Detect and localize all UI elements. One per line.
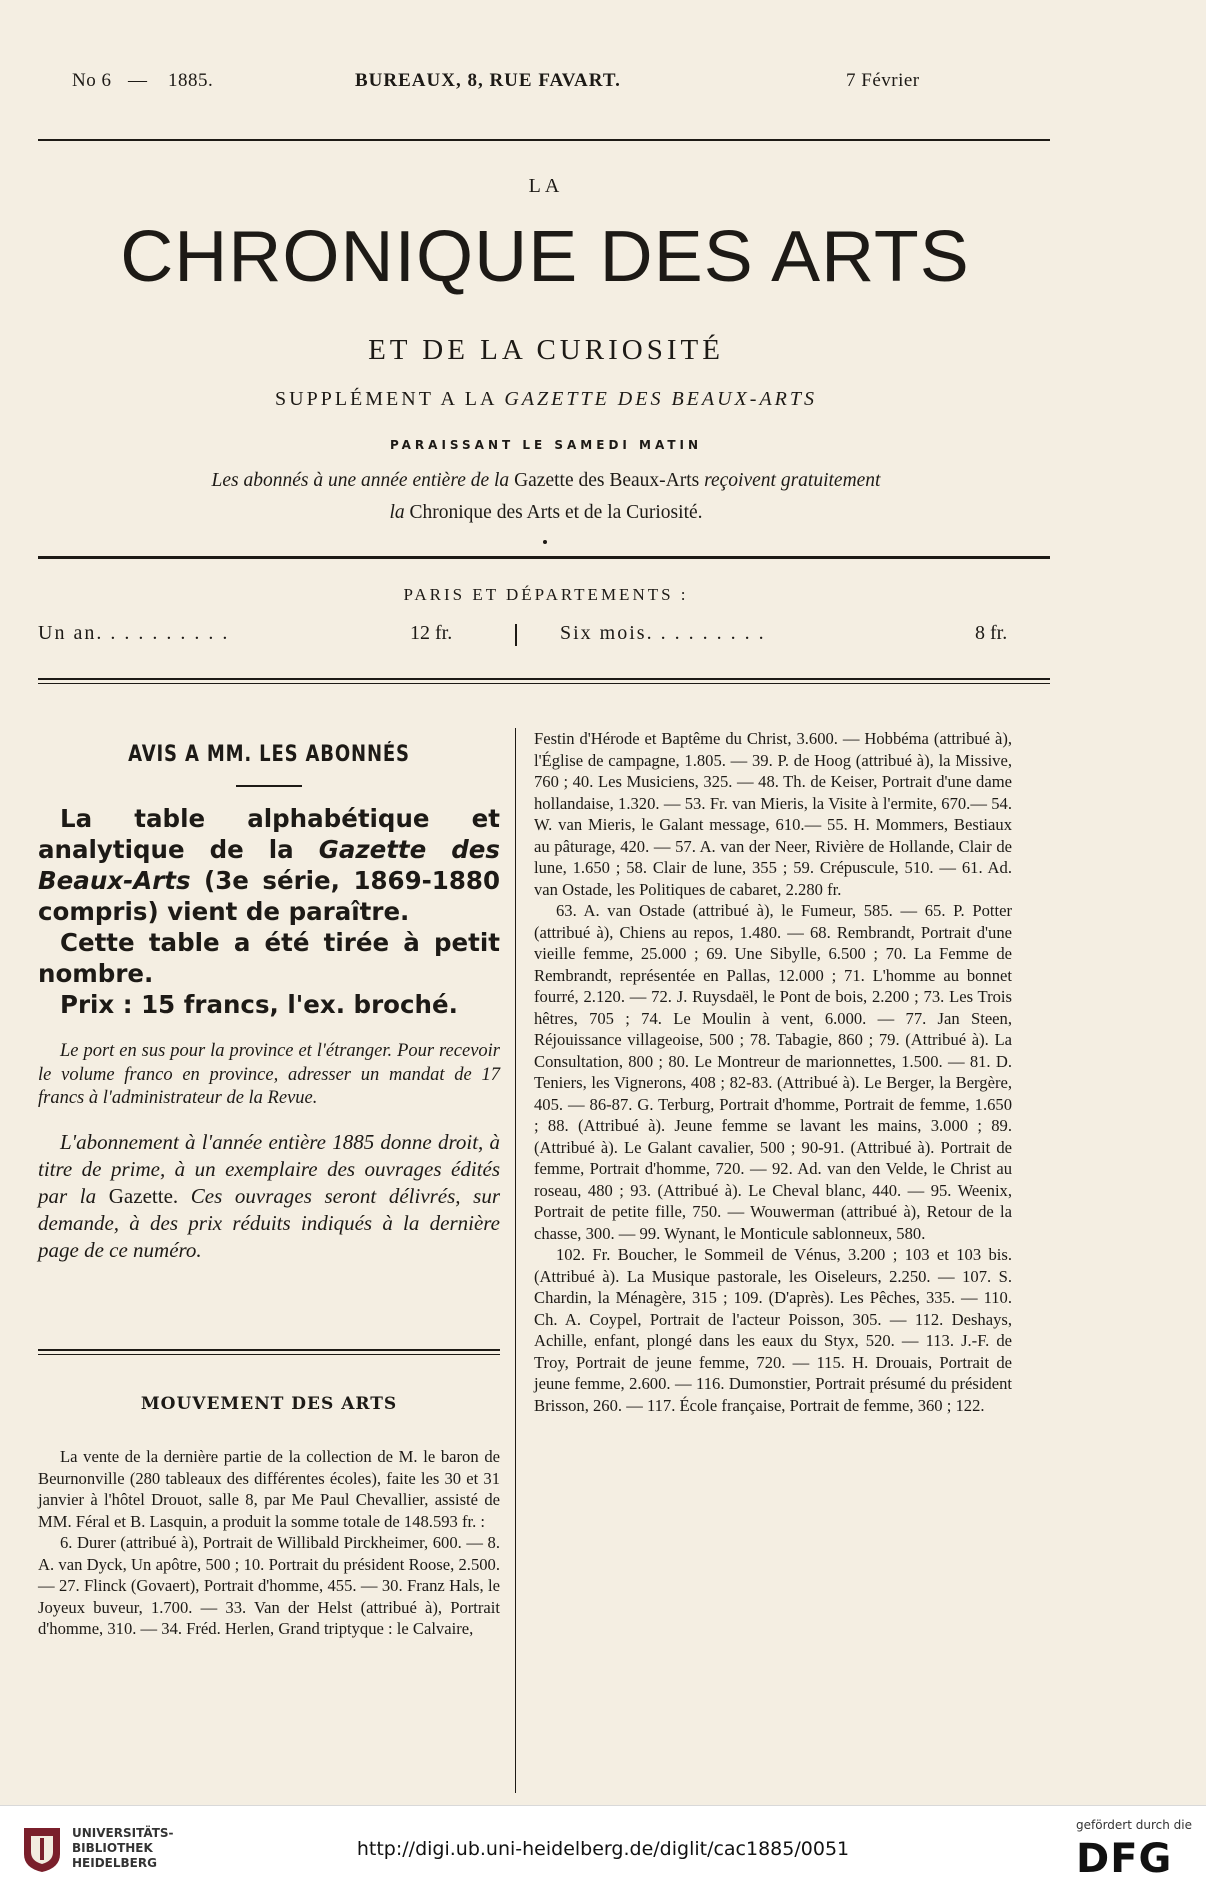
notice-text: reçoivent gratuitement <box>704 470 881 491</box>
library-line: UNIVERSITÄTS- <box>72 1826 174 1840</box>
avis-note-subscription <box>38 1129 500 1264</box>
masthead-title: CHRONIQUE DES ARTS <box>120 217 970 297</box>
masthead-schedule: PARAISSANT LE SAMEDI MATIN <box>389 438 703 452</box>
avis-text: (3e série, 1869-1880 compris) vient de paraître. <box>38 866 500 926</box>
left-column-rule-top <box>38 1349 500 1351</box>
funding-label: gefördert durch die <box>1076 1818 1192 1832</box>
masthead-supplement <box>0 388 1092 411</box>
dfg-logo: DFG <box>1076 1836 1173 1882</box>
mouvement-body <box>38 1446 500 1640</box>
digitization-footer <box>0 1805 1206 1896</box>
masthead-la: LA <box>528 175 564 197</box>
avis-gazette-title: Gazette des Beaux-Arts <box>38 835 501 895</box>
note-gazette: Gazette. <box>108 1183 179 1208</box>
subscription-half-price: 8 fr. <box>975 622 1008 644</box>
mouvement-para-1: La vente de la dernière partie de la collection de M. le baron de Beurnonville (280 tableaux des différentes écoles), faite les 30 et 31 janvier à l'hôtel Drouot, salle 8, par Me Paul Chevallier, assisté de MM. Féral et B. Lasquin, a produit la somme totale de 148.593 fr. : <box>38 1447 500 1531</box>
sale-results-column <box>534 728 1012 1416</box>
sale-results-para-1: Festin d'Hérode et Baptême du Christ, 3.600. — Hobbéma (attribué à), l'Église de campagne, 1.805. — 39. P. de Hoog (attribué à), la Missive, 760 ; 40. Les Musiciens, 325. — 48. Th. de Keiser, Portrait d'une dame hollandaise, 1.320. — 53. Fr. van Mieris, la Visite à l'ermite, 670.— 54. W. van Mieris, le Galant message, 610.— 55. H. Mommers, Bestiaux au pâturage, 420. — 57. A. van der Neer, Rivière de Hollande, Clair de lune, 1.650 ; 58. Clair de lune, 355 ; 59. Crépuscule, 510. — 61. Ad. van Ostade, les Politiques de cabaret, 2.280 fr. <box>534 729 1012 899</box>
header-rule <box>38 139 1050 141</box>
subscription-heading: PARIS ET DÉPARTEMENTS : <box>403 585 689 604</box>
note-text: L'abonnement à l'année entière 1885 donne droit, à titre de prime, à un exemplaire des ouvrages édités par la <box>38 1129 500 1208</box>
sale-results-para-2: 63. A. van Ostade (attribué à), le Fumeur, 585. — 65. P. Potter (attribué à), Chiens au repos, 1.480. — 68. Rembrandt, Portrait d'une vieille femme, 25.000 ; 69. Une Sibylle, 6.500 ; 70. La Femme de Rembrandt, représentée en Pallas, 12.000 ; 71. L'homme au bonnet fourré, 2.120. — 72. J. Ruysdaël, le Pont de bois, 2.200 ; 73. Les Trois hêtres, 705 ; 74. Le Moulin à vent, 6.000. — 77. Jan Steen, Réjouissance villageoise, 500 ; 78. Tabagie, 860 ; 79. (Attribué à). La Consultation, 800 ; 80. Le Montreur de marionnettes, 1.500. — 81. D. Teniers, les Vignerons, 408 ; 82-83. (Attribué à). Le Berger, la Bergère, 405. — 86-87. G. Terburg, Portrait d'homme, Portrait de femme, 1.650 ; 88. (Attribué à). Jeune femme se lavant les mains, 3.000 ; 89. (Attribué à). Le Galant cavalier, 500 ; 90-91. (Attribué à). Portrait de femme, Portrait d'homme, 720. — 92. Ad. van den Velde, le Christ au roseau, 480 ; 93. (Attribué à). Le Cheval blanc, 440. — 95. Weenix, Portrait de petite fille, 750. — Wouwerman (attribué à), Retour de la chasse, 300. — 99. Wynant, le Monticule sablonneux, 580. <box>534 901 1012 1243</box>
ornament-dot <box>543 540 547 544</box>
source-url[interactable]: http://digi.ub.uni-heidelberg.de/diglit/cac1885/0051 <box>356 1838 850 1860</box>
masthead-subtitle: ET DE LA CURIOSITÉ <box>368 334 724 366</box>
column-divider <box>515 728 516 1793</box>
masthead-notice-line1 <box>0 470 1092 492</box>
subscription-rule-top <box>38 678 1050 680</box>
subscription-rule-bottom <box>38 683 1050 684</box>
notice-chronique: Chronique des Arts et de la Curiosité. <box>409 502 703 523</box>
mouvement-para-2: 6. Durer (attribué à), Portrait de Willibald Pirckheimer, 600. — 8. A. van Dyck, Un apôtre, 500 ; 10. Portrait du président Roose, 2.500. — 27. Flinck (Govaert), Portrait d'homme, 455. — 30. Franz Hals, le Joyeux buveur, 1.700. — 33. Van der Helst (attribué à), Portrait d'homme, 310. — 34. Fréd. Herlen, Grand triptyque : le Calvaire, <box>38 1533 500 1638</box>
subscription-half-label: Six mois. . . . . . . . . <box>560 622 766 644</box>
subscription-year-price: 12 fr. <box>410 622 453 644</box>
notice-text: la <box>389 502 405 523</box>
avis-divider <box>236 785 302 787</box>
library-line: HEIDELBERG <box>72 1856 157 1870</box>
masthead-notice-line2 <box>0 502 1092 524</box>
avis-body-2: Cette table a été tirée à petit nombre. <box>38 928 500 988</box>
note-text: Ces ouvrages seront délivrés, sur demande, à des prix réduits indiqués à la dernière page de ce numéro. <box>38 1183 501 1262</box>
issue-date: 7 Février <box>846 70 920 91</box>
avis-body-1 <box>38 803 500 927</box>
notice-gazette: Gazette des Beaux-Arts <box>514 470 700 491</box>
office-address: BUREAUX, 8, RUE FAVART. <box>355 70 621 91</box>
subscription-year-label: Un an. . . . . . . . . . <box>38 622 230 644</box>
masthead-rule <box>38 556 1050 559</box>
sale-results-para-3: 102. Fr. Boucher, le Sommeil de Vénus, 3.200 ; 103 et 103 bis. (Attribué à). La Musique pastorale, les Oiseleurs, 2.250. — 107. S. Chardin, la Ménagère, 315 ; 109. (D'après). Les Pêches, 335. — 110. Ch. A. Coypel, Portrait de l'acteur Poisson, 305. — 112. Deshays, Achille, enfant, plongé dans les eaux du Styx, 520. — 113. J.-F. de Troy, Portrait de jeune femme, 720. — 115. H. Drouais, Portrait de jeune femme, 2.600. — 116. Dumonstier, Portrait présumé du président Brisson, 260. — 117. École française, Portrait de femme, 360 ; 122. <box>534 1245 1012 1415</box>
header-dash: — <box>128 70 148 91</box>
avis-section <box>38 742 500 1264</box>
subscription-divider <box>515 624 517 646</box>
avis-title: AVIS A MM. LES ABONNÉS <box>128 742 410 767</box>
supplement-prefix: SUPPLÉMENT A LA <box>275 388 497 410</box>
avis-price: Prix : 15 francs, l'ex. broché. <box>60 990 458 1019</box>
notice-text: Les abonnés à une année entière de la <box>211 470 510 491</box>
avis-text: La table alphabétique et analytique de la <box>38 804 500 864</box>
avis-note-shipping: Le port en sus pour la province et l'étranger. Pour recevoir le volume franco en province, adresser un mandat de 17 francs à l'administrateur de la Revue. <box>38 1041 500 1108</box>
library-line: BIBLIOTHEK <box>72 1841 153 1855</box>
mouvement-title: MOUVEMENT DES ARTS <box>140 1394 398 1414</box>
issue-year: 1885. <box>168 70 214 91</box>
issue-number: No 6 <box>72 70 112 91</box>
left-column-rule-bottom <box>38 1354 500 1355</box>
supplement-journal: GAZETTE DES BEAUX-ARTS <box>504 388 817 410</box>
